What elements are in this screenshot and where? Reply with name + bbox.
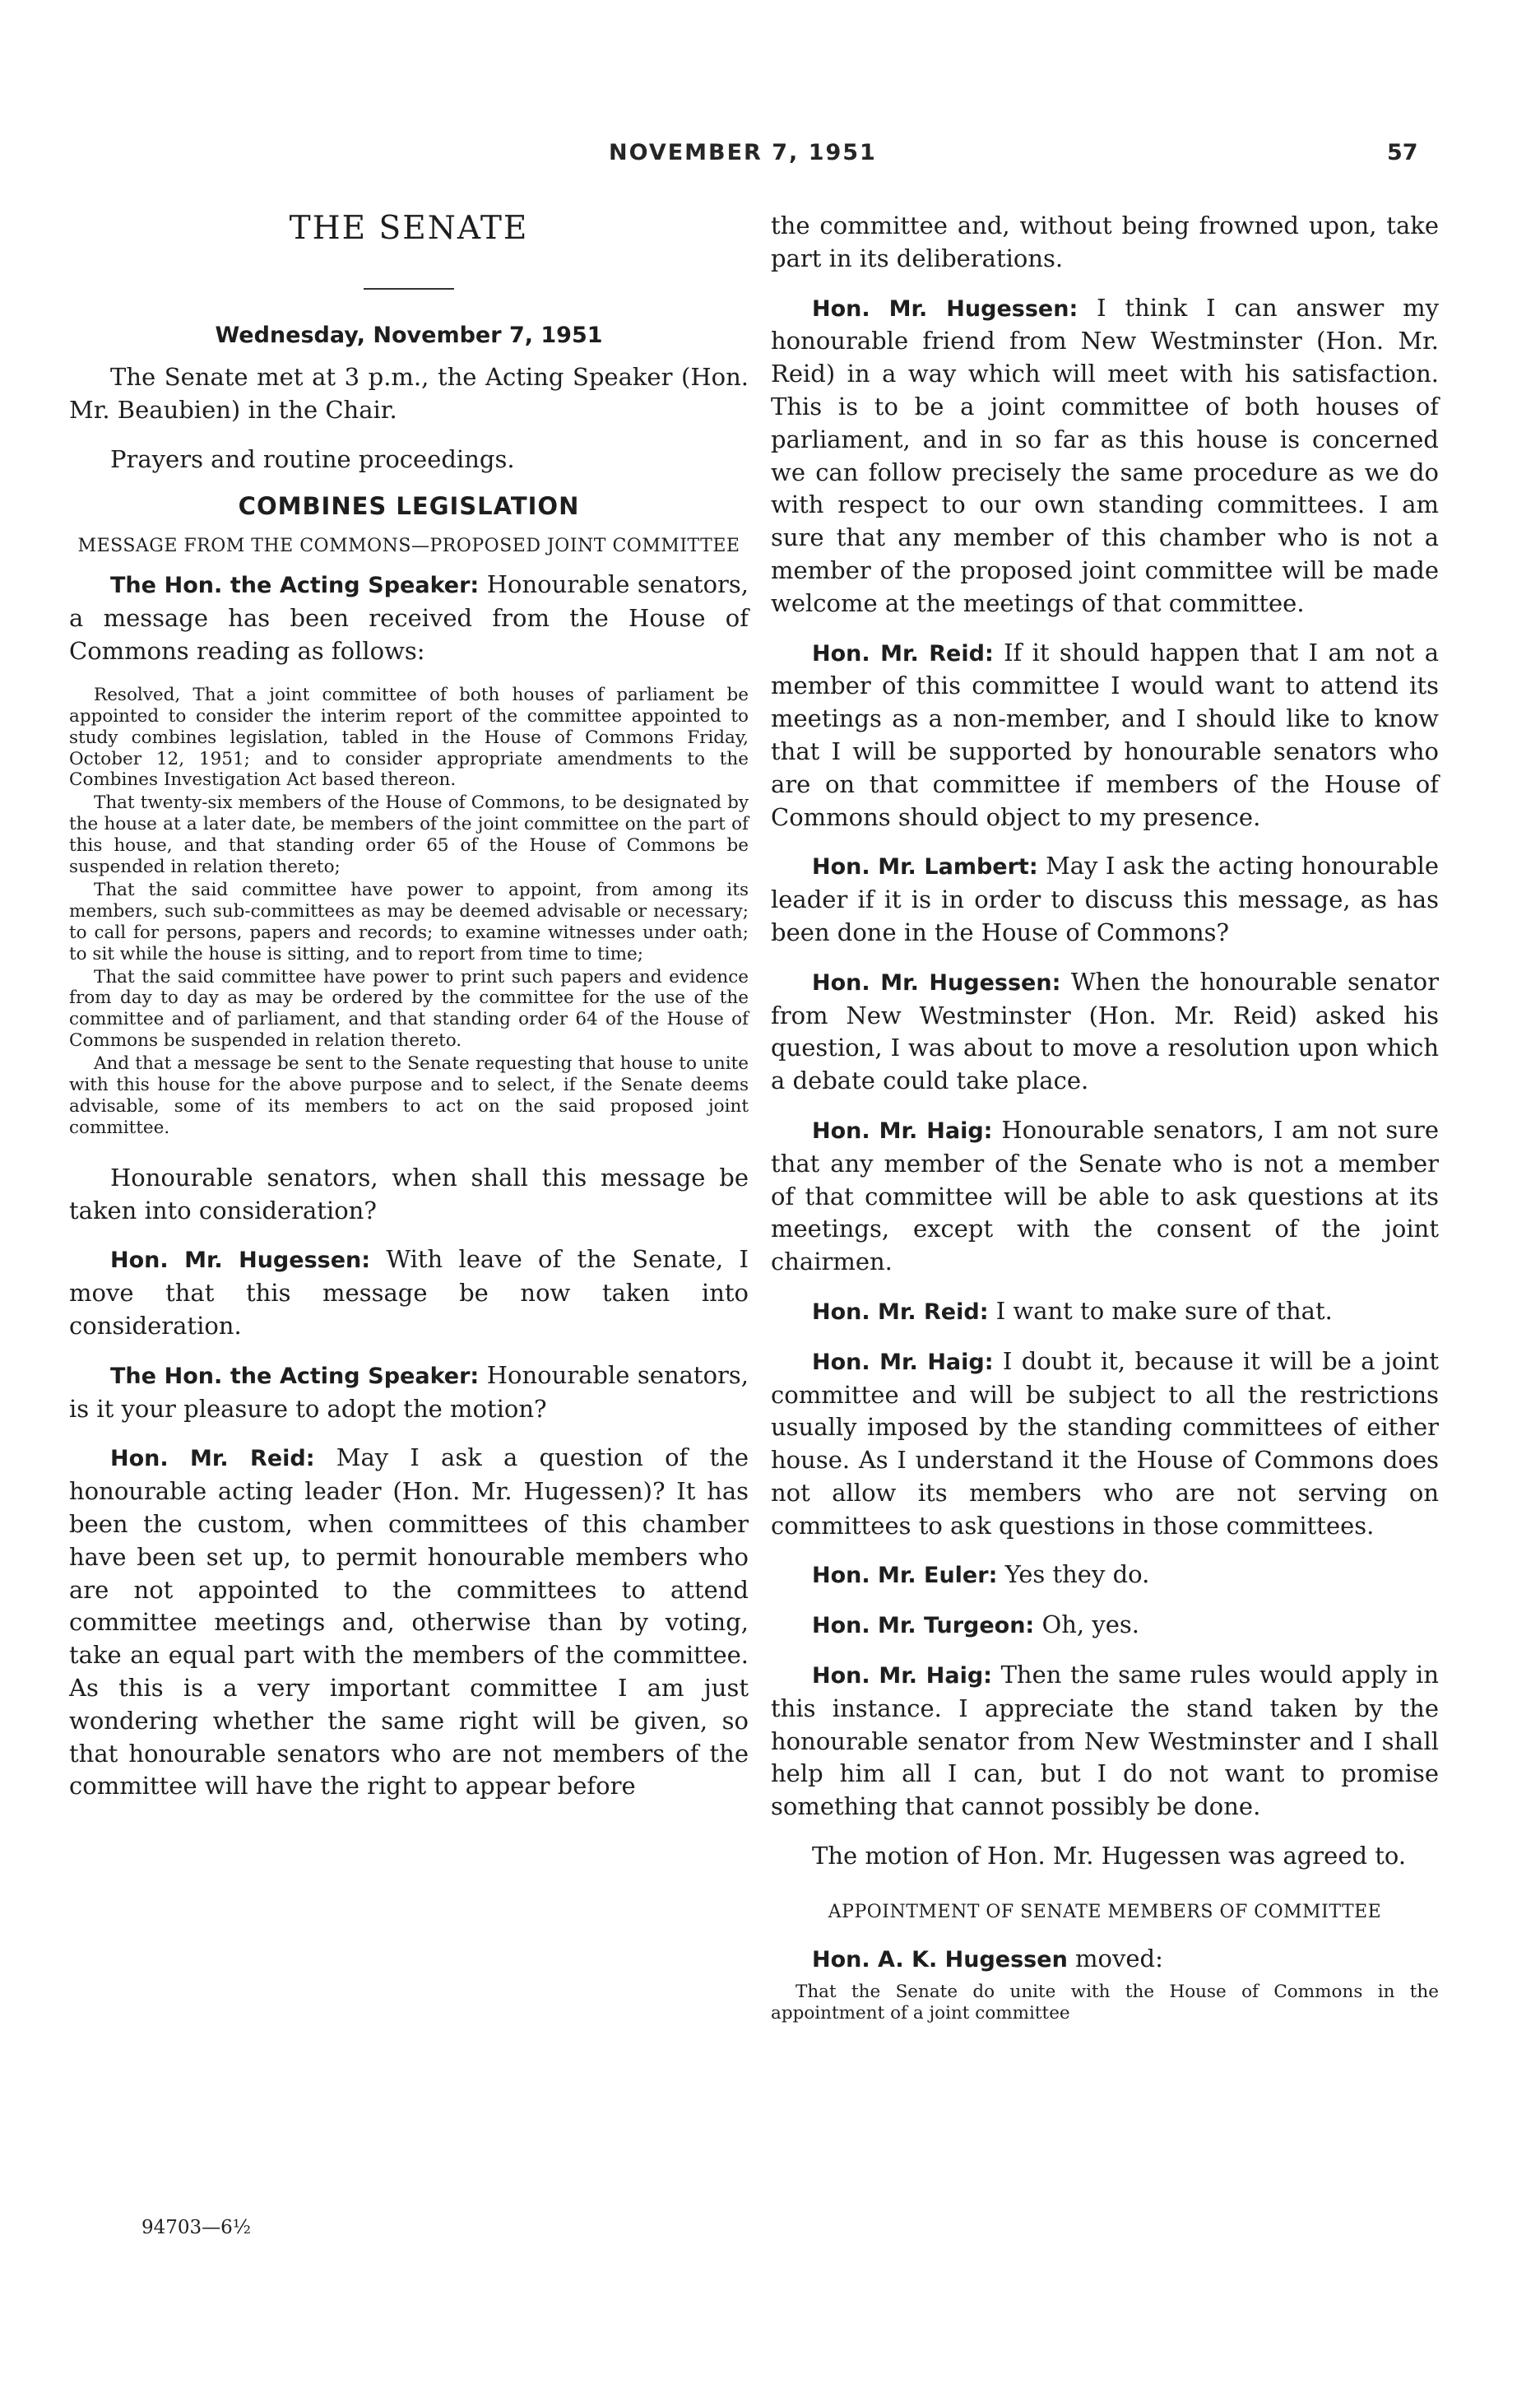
title-rule [364, 288, 454, 290]
footer-code: 94703—6½ [141, 2217, 252, 2238]
speech-text: moved: [1075, 1944, 1163, 1972]
speech-text: Oh, yes. [1041, 1610, 1139, 1639]
section-title: THE SENATE [289, 210, 529, 247]
speech [771, 1659, 1439, 1824]
speaker-name: Hon. Mr. Hugessen: [812, 295, 1078, 322]
speech [771, 292, 1439, 620]
speaker-name: Hon. Mr. Haig: [812, 1118, 993, 1144]
speech-text: Then the same rules would apply in this instance. I appreciate the stand taken by the honourable senator from New Westminster and I shall help him all I can, but I do not want to promise something that cannot possibly be done. [771, 1661, 1439, 1821]
speaker-name: Hon. Mr. Reid: [812, 1299, 989, 1325]
speech [771, 850, 1439, 949]
message-text: That twenty-six members of the House of Commons, to be designated by the house at a later date, be members of the joint committee on the part of this house, and that standing order 65 of the House of Commons be suspended in relation thereto; [69, 792, 749, 878]
section-heading: COMBINES LEGISLATION [238, 492, 580, 521]
speaker-name: Hon. Mr. Euler: [812, 1563, 998, 1589]
speech [771, 1943, 1439, 1977]
speech [69, 1442, 749, 1803]
speech-text: Honourable senators, is it your pleasure to adopt the motion? [69, 1360, 749, 1423]
speech [771, 1609, 1439, 1643]
message-text: That the said committee have power to print such papers and evidence from day to day as may be ordered by the committee for the use of the committee and of parliament, and that standing order 64 of the House of Commons be suspended in relation thereto. [69, 966, 749, 1052]
speaker-name: Hon. Mr. Hugessen: [812, 969, 1061, 996]
left-column [69, 210, 749, 1819]
speech [771, 637, 1439, 834]
speech-text: I want to make sure of that. [995, 1296, 1333, 1325]
speech-text: When the honourable senator from New Westminster (Hon. Mr. Reid) asked his question, I was about to move a resolution upon which a debate could take place. [771, 967, 1440, 1095]
speaker-name: The Hon. the Acting Speaker: [110, 1363, 480, 1389]
speaker-name: Hon. Mr. Turgeon: [812, 1613, 1035, 1639]
speaker-name: Hon. Mr. Lambert: [812, 854, 1038, 881]
speech-text: Honourable senators, I am not sure that any member of the Senate who is not a member of that committee will be able to ask questions at its meetings, except with the consent of the joint chairmen. [771, 1115, 1440, 1276]
speech-text: I doubt it, because it will be a joint committee and will be subject to all the restrictions usually imposed by the standing committees of either house. As I understand it the House of Commons does not allow its members who are not serving on committees to ask questions in those committees. [771, 1346, 1439, 1540]
speech-text: Honourable senators, a message has been received from the House of Commons reading as follows: [69, 570, 749, 665]
speech [771, 1295, 1439, 1329]
speaker-name: Hon. Mr. Hugessen: [110, 1248, 371, 1274]
speech-text: I think I can answer my honourable friend from New Westminster (Hon. Mr. Reid) in a way which will meet with his satisfaction. This is to be a joint committee of both houses of parliament, and in so far as this house is concerned we can follow precisely the same procedure as we do with respect to our own standing committees. I am sure that any member of this chamber who is not a member of the proposed joint committee will be made welcome at the meetings of that committee. [771, 293, 1440, 617]
speaker-name: Hon. Mr. Haig: [812, 1663, 992, 1689]
paragraph: Honourable senators, when shall this message be taken into consideration? [69, 1163, 749, 1224]
message-text: That the Senate do unite with the House of Commons in the appointment of a joint committee [771, 1981, 1439, 2024]
speech [69, 1359, 749, 1426]
speaker-name: Hon. A. K. Hugessen [812, 1946, 1068, 1972]
speaker-name: Hon. Mr. Reid: [812, 640, 994, 667]
speech-text: May I ask the acting honourable leader if it is in order to discuss this message, as has been done in the House of Commons? [771, 852, 1440, 946]
speaker-name: Hon. Mr. Haig: [812, 1349, 994, 1375]
speech [69, 569, 749, 667]
sitting-date: Wednesday, November 7, 1951 [215, 323, 603, 348]
speech [771, 1345, 1439, 1543]
speech [771, 1114, 1439, 1279]
paragraph: The motion of Hon. Mr. Hugessen was agreed to. [812, 1842, 1407, 1870]
page-number: 57 [1387, 140, 1418, 165]
speech-text: Yes they do. [1004, 1560, 1150, 1589]
speech [69, 1243, 749, 1342]
sub-heading: MESSAGE FROM THE COMMONS—PROPOSED JOINT COMMITTEE [77, 536, 740, 557]
speech-text: With leave of the Senate, I move that this message be now taken into consideration. [69, 1245, 749, 1340]
speech-text: May I ask a question of the honourable acting leader (Hon. Mr. Hugessen)? It has been the custom, when committees of this chamber have been set up, to permit honourable members who are not appointed to the committees to attend committee meetings and, otherwise than by voting, take an equal part with the members of the committee. As this is a very important committee I am just wondering whether the same right will be given, so that honourable senators who are not members of the committee will have the right to appear before [69, 1443, 749, 1801]
speaker-name: The Hon. the Acting Speaker: [110, 573, 480, 599]
message-text: And that a message be sent to the Senate requesting that house to unite with this house for the above purpose and to select, if the Senate deems advisable, some of its members to act on the said proposed joint committee. [69, 1053, 749, 1138]
sub-heading: APPOINTMENT OF SENATE MEMBERS OF COMMITTEE [828, 1901, 1382, 1922]
speech [771, 1559, 1439, 1592]
paragraph: Prayers and routine proceedings. [110, 444, 515, 473]
message-text: Resolved, That a joint committee of both houses of parliament be appointed to consider the interim report of the committee appointed to study combines legislation, tabled in the House of Commons Friday, October 12, 1951; and to consider appropriate amendments to the Combines Investigation Act based thereon. [69, 684, 749, 791]
speaker-name: Hon. Mr. Reid: [110, 1446, 315, 1472]
right-column [771, 210, 1439, 2025]
speech [771, 966, 1439, 1098]
running-header-date: NOVEMBER 7, 1951 [609, 140, 877, 165]
paragraph: the committee and, without being frowned upon, take part in its deliberations. [771, 211, 1439, 272]
speech-text: If it should happen that I am not a member of this committee I would want to attend its meetings as a non-member, and I should like to know that I will be supported by honourable senators who are on that committee if members of the House of Commons should object to my presence. [771, 638, 1440, 831]
paragraph: The Senate met at 3 p.m., the Acting Speaker (Hon. Mr. Beaubien) in the Chair. [69, 363, 749, 424]
message-text: That the said committee have power to appoint, from among its members, such sub-committees as may be deemed advisable or necessary; to call for persons, papers and records; to examine witnesses under oath; to sit while the house is sitting, and to report from time to time; [69, 879, 749, 964]
